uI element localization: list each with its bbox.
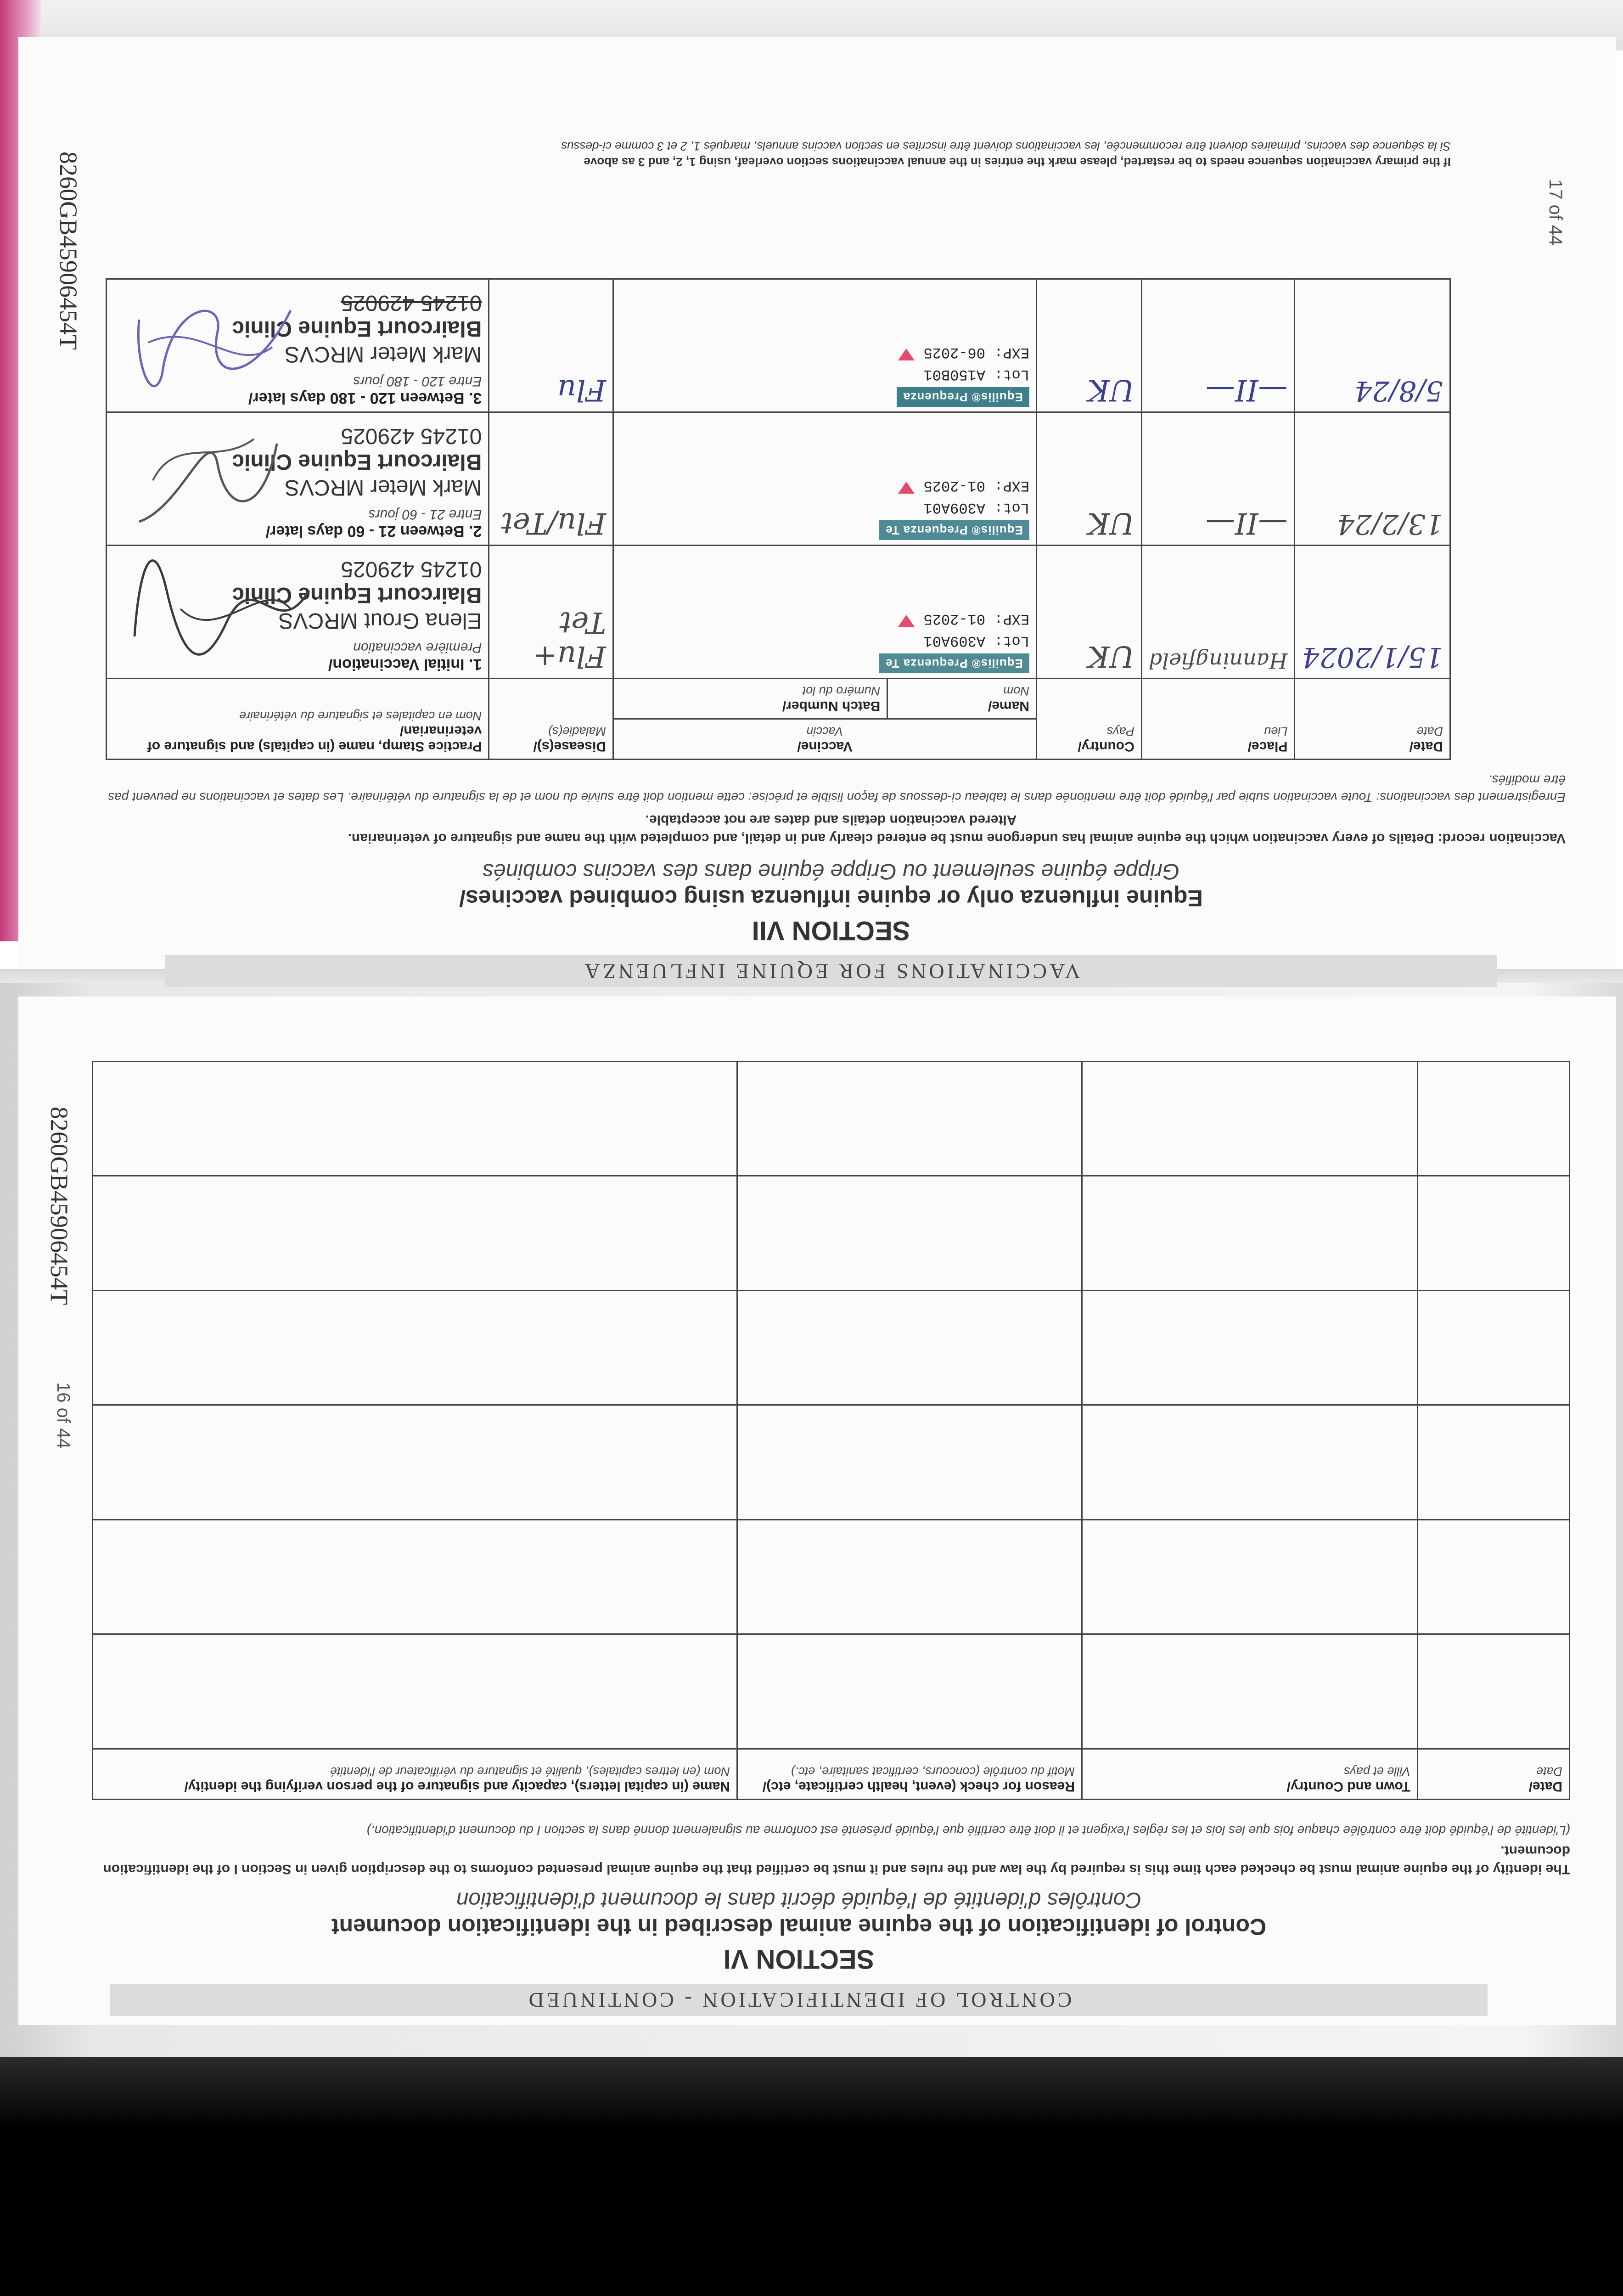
col-town: Town and Country/ Ville et pays — [1082, 1749, 1418, 1800]
identity-row[interactable] — [93, 1405, 1570, 1520]
row3-date: 5/8/24 — [1295, 279, 1450, 412]
row1-vaccine-label: Equilis® Prequenza Te — [879, 653, 1029, 673]
page-17 — [18, 37, 1616, 983]
vaccination-table — [106, 278, 1451, 760]
row1-diseases: Flu+ Tet — [489, 546, 613, 679]
identity-row[interactable] — [93, 1520, 1570, 1635]
section-heading: Equine influenza only or equine influenza using combined vaccines/ — [459, 885, 1203, 911]
section-title: SECTION VI — [723, 1944, 875, 1974]
row1-clinic: Blaircourt Equine Clinic — [232, 583, 482, 607]
col-country: Country/ Pays — [1037, 679, 1142, 760]
row2-diseases: Flu/Tet — [489, 412, 613, 546]
col-stamp: Practice Stamp, name (in capitals) and signature of veterinarian/ Nom en capitales et signature du vétérinaire — [107, 679, 489, 760]
restart-footnote: If the primary vaccination sequence needs to be restarted, please mark the entries in the annual vaccinations section overleaf, using 1, 2, and 3 as above Si la séquence des vaccins, primaires doivent être recommencée, les vaccinations doivent être inscrites en section vaccins annuels, marqués 1, 2 et 3 comme ci-dessus — [561, 140, 1451, 169]
page-number: 17 of 44 — [1545, 179, 1566, 246]
section-heading-fr: Contrôles d'identité de l'équidé décrit dans le document d'identification — [456, 1888, 1142, 1912]
row2-exp: EXP: 01-2025 — [620, 476, 1029, 495]
row1-phone: 01245 429025 — [341, 557, 482, 581]
row1-exp: EXP: 01-2025 — [620, 609, 1029, 628]
row3-place: —II— — [1141, 279, 1295, 412]
row3-vaccine-label: Equilis® Prequenza — [897, 387, 1029, 407]
row2-phone: 01245 429025 — [341, 424, 482, 448]
row2-vaccine-label: Equilis® Prequenza Te — [879, 520, 1029, 540]
row3-lot: Lot: A150B01 — [923, 366, 1029, 383]
document-code: 8260GB45906454T — [45, 1107, 73, 1305]
col-place: Place/ Lieu — [1141, 679, 1295, 760]
section-title: SECTION VII — [752, 916, 910, 945]
record-note-altered: Altered vaccination details and dates are not acceptable. — [645, 812, 1017, 827]
row1-vaccine-sticker — [613, 546, 1036, 679]
section-band: VACCINATIONS FOR EQUINE INFLUENZA — [165, 955, 1497, 987]
document-code: 8260GB45906454T — [55, 152, 82, 350]
page-16-content — [18, 996, 1616, 2025]
identity-row[interactable] — [93, 1291, 1570, 1406]
identity-row[interactable] — [93, 1176, 1570, 1291]
col-date: Date/ Date — [1295, 679, 1450, 760]
section-heading: Control of identification of the equine animal described in the identification document — [331, 1914, 1267, 1940]
row2-country: UK — [1037, 412, 1142, 546]
col-diseases: Disease(s)/ Maladie(s) — [489, 679, 613, 760]
row3-country: UK — [1037, 279, 1142, 412]
row1-vet-name: Elena Grout MRCVS — [278, 608, 482, 633]
identity-note-fr: (L'identité de l'équidé doit être contrôlée chaque fois que les lois et les règles l'exigent et il doit être certifié que l'équidé présenté est conforme au signalement donné dans la section I du document d'identification.) — [366, 1823, 1570, 1838]
col-vaccine-name: Name/ Nom — [887, 679, 1037, 719]
identity-header-row — [93, 1749, 1570, 1800]
scanner-background — [0, 2057, 1623, 2296]
row2-lot: Lot: A309A01 — [923, 499, 1029, 516]
page-17-content — [18, 37, 1616, 983]
col-vaccine: Vaccine/ Vaccin — [613, 719, 1036, 760]
identity-row[interactable] — [93, 1062, 1570, 1176]
record-note-fr: Enregistrement des vaccinations: Toute vaccination subie par l'équidé doit être mentionée dans le tableau ci-dessous de façon lisible et précise: cette mention doit être suivie du nom et de la signature du vétérinaire. Les dates et vaccinations ne peuvent pas être modifiés. — [108, 773, 1566, 805]
row2-vaccine-sticker — [613, 412, 1036, 546]
col-date: Date/ Date — [1418, 1749, 1570, 1800]
page-number: 16 of 44 — [53, 1382, 73, 1449]
row3-exp: EXP: 06-2025 — [620, 343, 1029, 361]
col-reason: Reason for check (event, health certificate, etc)/ Motif du contrôle (concours, certificat sanitaire, etc.) — [737, 1749, 1082, 1800]
row2-signature — [125, 425, 291, 535]
record-note-text: Vaccination record: Details of every vaccination which the equine animal has undergone must be entered clearly and in detail, and completed with the name and signature of veterinarian. — [348, 831, 1566, 846]
identity-check-table — [92, 1061, 1570, 1800]
record-note — [96, 810, 1566, 847]
col-batch: Batch Number/ Numéro du lot — [613, 679, 887, 719]
row3-signature — [125, 292, 300, 402]
row2-place: —II— — [1141, 412, 1295, 546]
row2-vet-name: Mark Meter MRCVS — [284, 475, 482, 500]
row3-stamp: 3. Between 120 - 180 days later/ Entre 120 - 180 jours Mark Meter MRCVS Blaircourt Equine Clinic 01245 429025 — [107, 279, 489, 412]
col-verifier: Name (in capital letters), capacity and signature of the person verifying the identity/ Nom (en lettres capitales), qualité et signature du vérificateur de l'identité — [93, 1749, 737, 1800]
vaccination-header-row — [107, 719, 1450, 760]
section-heading-fr: Grippe équine seulement ou Grippe équine dans des vaccins combinés — [482, 859, 1180, 884]
row1-stamp: 1. Initial Vaccination/ Première vaccination Elena Grout MRCVS Blaircourt Equine Clinic 01245 429025 — [107, 546, 489, 679]
section-band: CONTROL OF IDENTIFICATION - CONTINUED — [110, 1984, 1488, 2016]
identity-row[interactable] — [93, 1634, 1570, 1749]
vaccination-row-1 — [107, 546, 1450, 679]
row1-place: Hanningfield — [1141, 546, 1295, 679]
identity-note: The identity of the equine animal must be checked each time this is required by the law and the rules and it must be certified that the equine animal presented conforms to the description given in Section I of the identification document. — [103, 1843, 1570, 1877]
row3-phone: 01245 429025 — [341, 291, 482, 315]
vaccination-row-3 — [107, 279, 1450, 412]
row3-clinic: Blaircourt Equine Clinic — [232, 316, 482, 341]
row3-diseases: Flu — [489, 279, 613, 412]
row1-date: 15/1/2024 — [1295, 546, 1450, 679]
row3-vaccine-sticker — [613, 279, 1036, 412]
sticker-mark-icon — [898, 482, 915, 494]
page-16 — [18, 996, 1616, 2025]
row2-stamp: 2. Between 21 - 60 days later/ Entre 21 - 60 jours Mark Meter MRCVS Blaircourt Equine Clinic 01245 429025 — [107, 412, 489, 546]
row1-signature — [125, 558, 318, 664]
vaccination-row-2 — [107, 412, 1450, 546]
row2-clinic: Blaircourt Equine Clinic — [232, 450, 482, 474]
sticker-mark-icon — [898, 349, 915, 360]
row2-date: 13/2/24 — [1295, 412, 1450, 546]
row3-vet-name: Mark Meter MRCVS — [284, 342, 482, 366]
row1-country: UK — [1037, 546, 1142, 679]
row1-lot: Lot: A309A01 — [923, 632, 1029, 649]
sticker-mark-icon — [898, 615, 915, 627]
